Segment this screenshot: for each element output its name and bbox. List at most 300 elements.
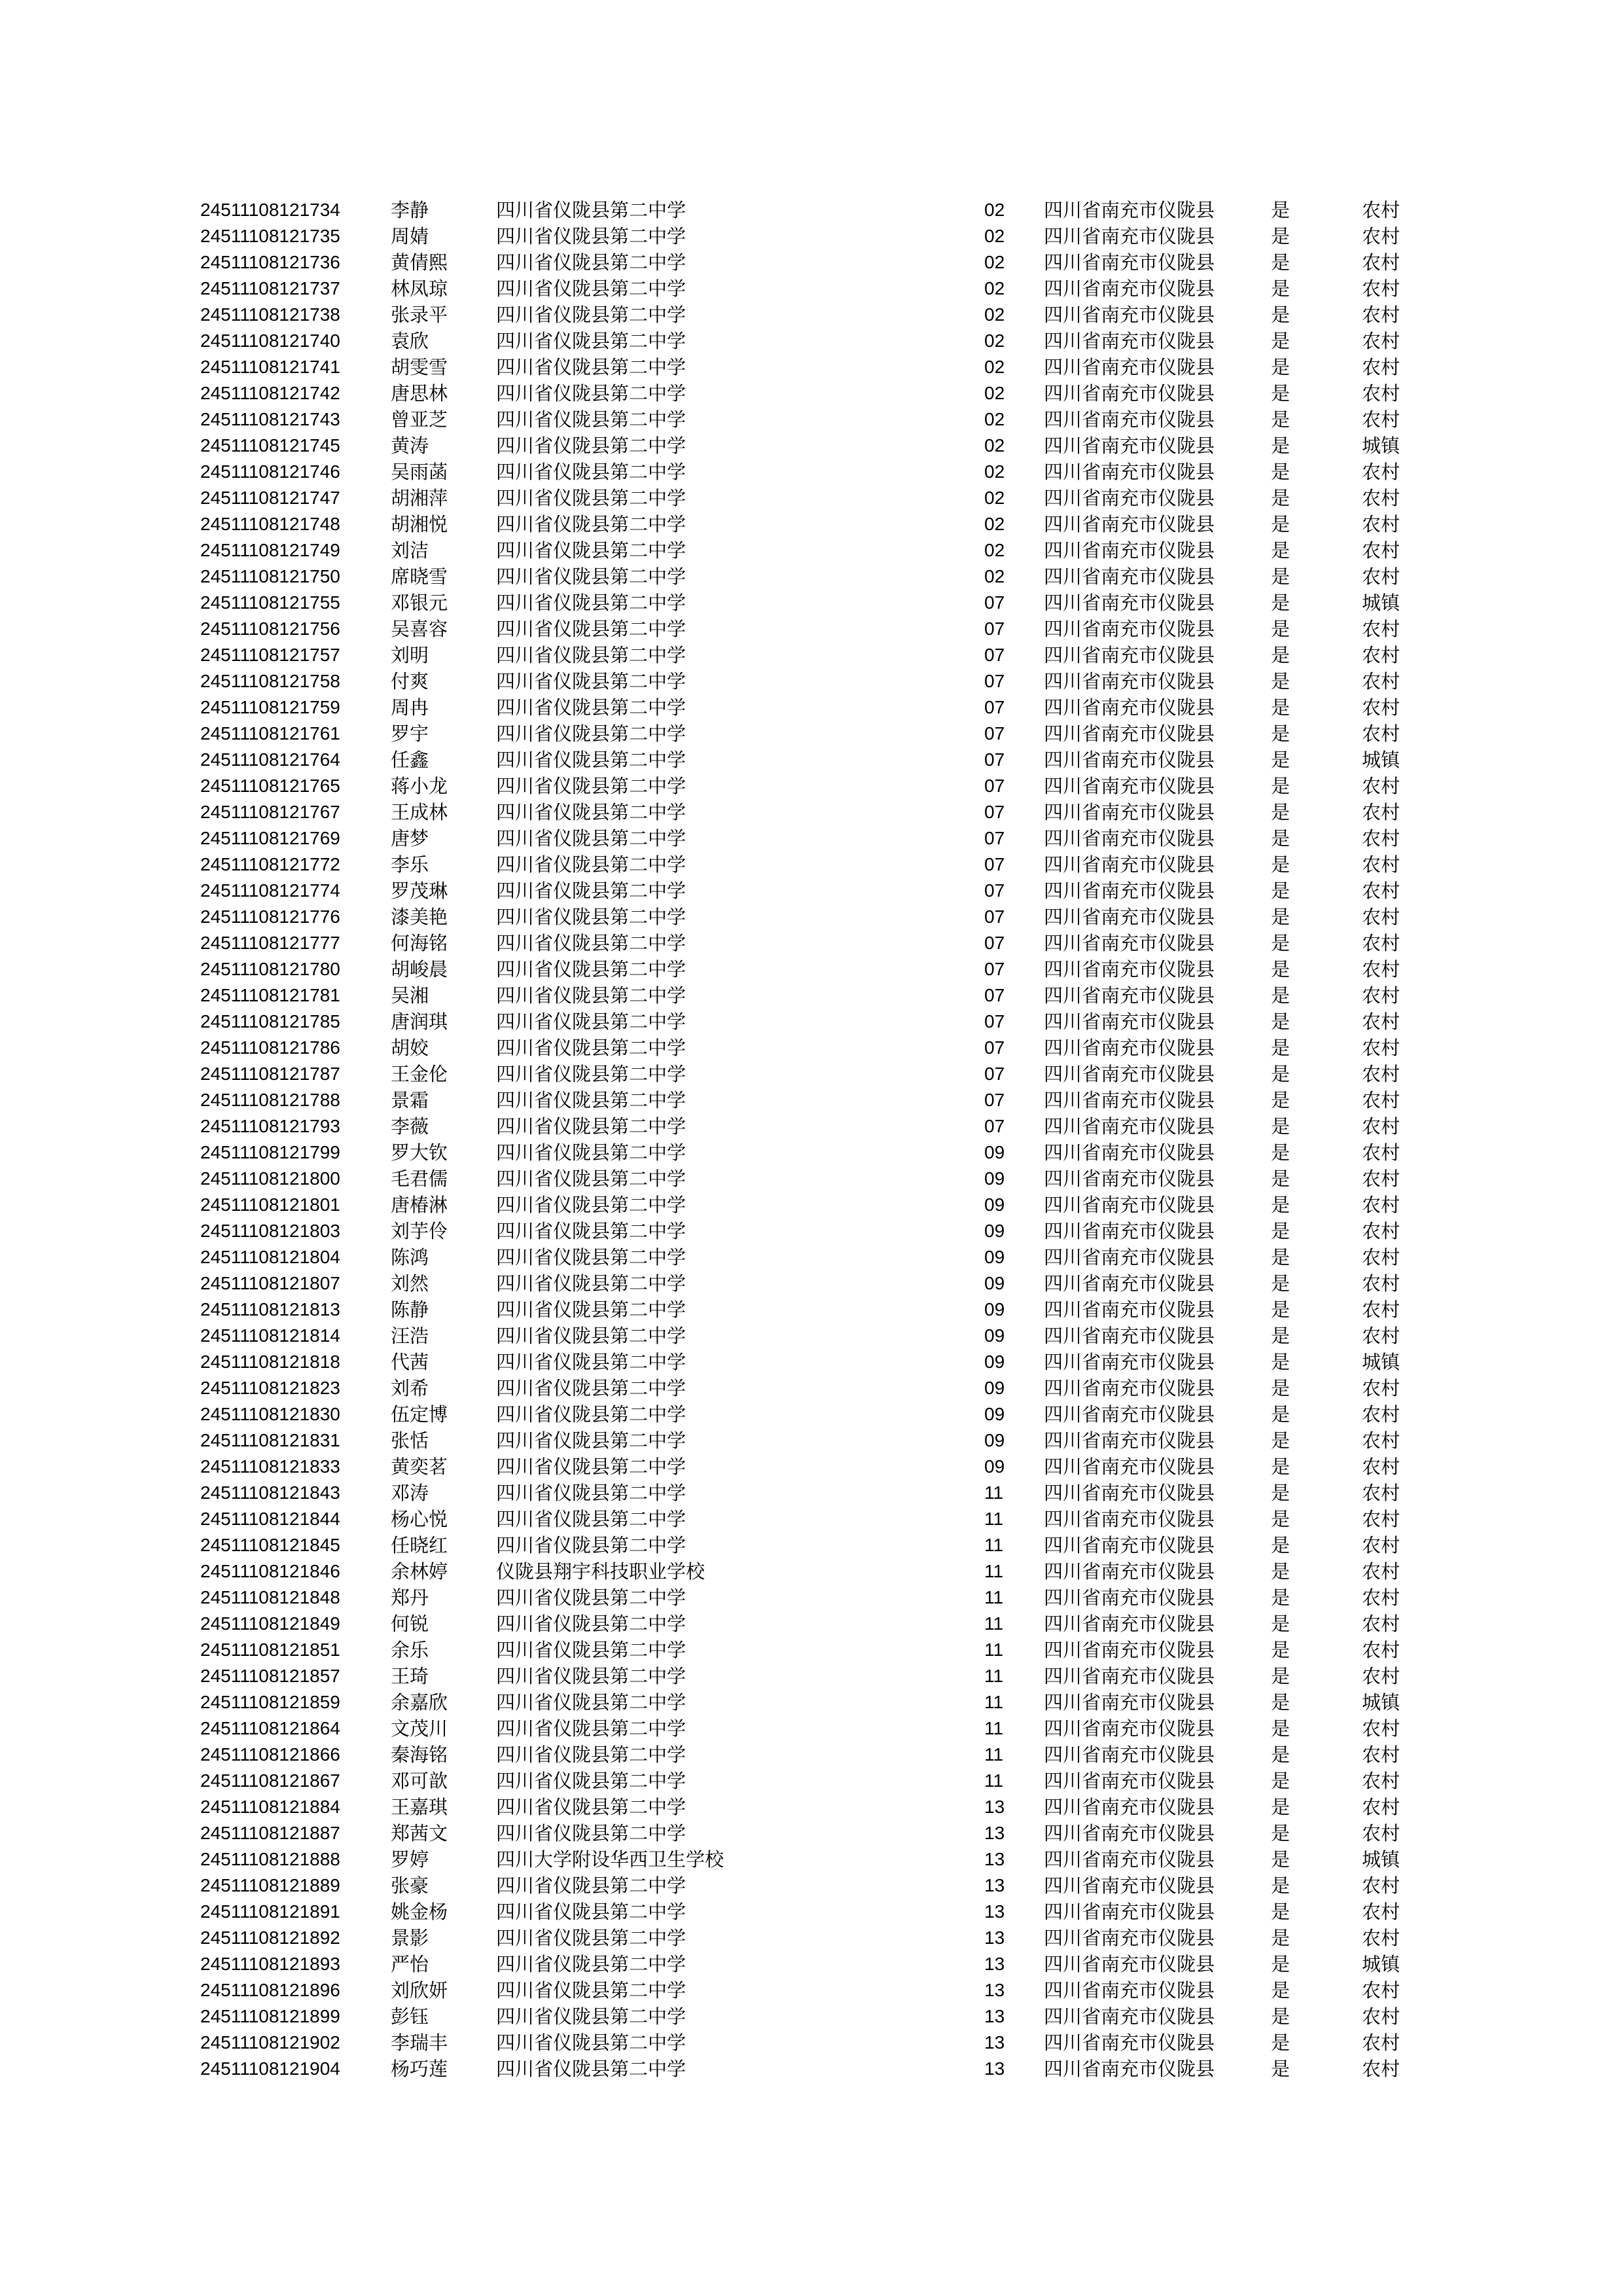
code-cell: 09 bbox=[984, 1378, 1005, 1398]
flag-cell: 是 bbox=[1271, 1141, 1291, 1164]
region-cell: 四川省南充市仪陇县 bbox=[1044, 749, 1215, 771]
region-cell: 四川省南充市仪陇县 bbox=[1044, 1665, 1215, 1687]
school-cell: 四川省仪陇县第二中学 bbox=[496, 356, 687, 378]
candidate-id-cell: 24511108121786 bbox=[200, 1037, 340, 1058]
area-type-cell: 农村 bbox=[1362, 1377, 1400, 1399]
region-cell: 四川省南充市仪陇县 bbox=[1044, 644, 1215, 666]
student-name-cell: 王金伦 bbox=[391, 1063, 448, 1085]
candidate-id-cell: 24511108121818 bbox=[200, 1352, 340, 1372]
student-name-cell: 代茜 bbox=[391, 1351, 429, 1373]
region-cell: 四川省南充市仪陇县 bbox=[1044, 592, 1215, 614]
region-cell: 四川省南充市仪陇县 bbox=[1044, 1325, 1215, 1347]
flag-cell: 是 bbox=[1271, 1796, 1291, 1818]
code-cell: 09 bbox=[984, 1299, 1005, 1319]
table-row bbox=[0, 616, 1623, 642]
school-cell: 四川省仪陇县第二中学 bbox=[496, 932, 687, 954]
school-cell: 四川省仪陇县第二中学 bbox=[496, 1299, 687, 1321]
code-cell: 11 bbox=[984, 1509, 1004, 1529]
school-cell: 四川省仪陇县第二中学 bbox=[496, 1037, 687, 1059]
region-cell: 四川省南充市仪陇县 bbox=[1044, 1299, 1215, 1321]
school-cell: 四川省仪陇县第二中学 bbox=[496, 1141, 687, 1164]
candidate-id-cell: 24511108121740 bbox=[200, 331, 340, 351]
area-type-cell: 农村 bbox=[1362, 2032, 1400, 2054]
student-name-cell: 张恬 bbox=[391, 1429, 429, 1452]
code-cell: 07 bbox=[984, 802, 1005, 822]
candidate-id-cell: 24511108121813 bbox=[200, 1299, 340, 1319]
code-cell: 13 bbox=[984, 1928, 1005, 1948]
school-cell: 四川省仪陇县第二中学 bbox=[496, 199, 687, 221]
school-cell: 四川大学附设华西卫生学校 bbox=[496, 1848, 724, 1871]
student-name-cell: 余乐 bbox=[391, 1639, 429, 1661]
table-row bbox=[0, 537, 1623, 564]
table-row bbox=[0, 799, 1623, 825]
student-name-cell: 景霜 bbox=[391, 1089, 429, 1111]
school-cell: 四川省仪陇县第二中学 bbox=[496, 1168, 687, 1190]
table-row bbox=[0, 1820, 1623, 1846]
table-row bbox=[0, 1925, 1623, 1951]
area-type-cell: 农村 bbox=[1362, 382, 1400, 404]
student-name-cell: 陈鸿 bbox=[391, 1246, 429, 1268]
region-cell: 四川省南充市仪陇县 bbox=[1044, 801, 1215, 823]
school-cell: 四川省仪陇县第二中学 bbox=[496, 1979, 687, 2001]
school-cell: 四川省仪陇县第二中学 bbox=[496, 304, 687, 326]
flag-cell: 是 bbox=[1271, 1691, 1291, 1713]
table-row bbox=[0, 956, 1623, 982]
table-row bbox=[0, 1558, 1623, 1585]
area-type-cell: 农村 bbox=[1362, 1717, 1400, 1740]
candidate-id-cell: 24511108121849 bbox=[200, 1613, 340, 1634]
school-cell: 四川省仪陇县第二中学 bbox=[496, 1796, 687, 1818]
flag-cell: 是 bbox=[1271, 696, 1291, 719]
student-name-cell: 严怡 bbox=[391, 1953, 429, 1975]
area-type-cell: 农村 bbox=[1362, 1429, 1400, 1452]
region-cell: 四川省南充市仪陇县 bbox=[1044, 1979, 1215, 2001]
student-name-cell: 林凤琼 bbox=[391, 278, 448, 300]
candidate-id-cell: 24511108121804 bbox=[200, 1247, 340, 1267]
region-cell: 四川省南充市仪陇县 bbox=[1044, 1927, 1215, 1949]
region-cell: 四川省南充市仪陇县 bbox=[1044, 723, 1215, 745]
area-type-cell: 农村 bbox=[1362, 775, 1400, 797]
code-cell: 02 bbox=[984, 409, 1005, 429]
school-cell: 四川省仪陇县第二中学 bbox=[496, 1953, 687, 1975]
flag-cell: 是 bbox=[1271, 1377, 1291, 1399]
table-row bbox=[0, 2030, 1623, 2056]
area-type-cell: 农村 bbox=[1362, 330, 1400, 352]
area-type-cell: 农村 bbox=[1362, 356, 1400, 378]
candidate-id-cell: 24511108121867 bbox=[200, 1770, 340, 1791]
flag-cell: 是 bbox=[1271, 1770, 1291, 1792]
table-row bbox=[0, 1218, 1623, 1244]
table-row bbox=[0, 1532, 1623, 1558]
region-cell: 四川省南充市仪陇县 bbox=[1044, 1272, 1215, 1295]
code-cell: 07 bbox=[984, 671, 1005, 691]
table-row bbox=[0, 1192, 1623, 1218]
region-cell: 四川省南充市仪陇县 bbox=[1044, 1874, 1215, 1897]
school-cell: 四川省仪陇县第二中学 bbox=[496, 1508, 687, 1530]
candidate-id-cell: 24511108121844 bbox=[200, 1509, 340, 1529]
region-cell: 四川省南充市仪陇县 bbox=[1044, 696, 1215, 719]
region-cell: 四川省南充市仪陇县 bbox=[1044, 1351, 1215, 1373]
table-row bbox=[0, 590, 1623, 616]
table-row bbox=[0, 1715, 1623, 1742]
area-type-cell: 城镇 bbox=[1362, 1953, 1400, 1975]
region-cell: 四川省南充市仪陇县 bbox=[1044, 382, 1215, 404]
area-type-cell: 农村 bbox=[1362, 1874, 1400, 1897]
area-type-cell: 农村 bbox=[1362, 827, 1400, 850]
student-name-cell: 刘芋伶 bbox=[391, 1220, 448, 1242]
student-name-cell: 吴湘 bbox=[391, 984, 429, 1007]
student-name-cell: 刘洁 bbox=[391, 539, 429, 562]
student-name-cell: 罗婷 bbox=[391, 1848, 429, 1871]
table-row bbox=[0, 930, 1623, 956]
candidate-id-cell: 24511108121799 bbox=[200, 1142, 340, 1162]
school-cell: 四川省仪陇县第二中学 bbox=[496, 1770, 687, 1792]
candidate-id-cell: 24511108121746 bbox=[200, 461, 340, 482]
candidate-id-cell: 24511108121891 bbox=[200, 1901, 340, 1922]
table-row bbox=[0, 904, 1623, 930]
code-cell: 02 bbox=[984, 331, 1005, 351]
code-cell: 11 bbox=[984, 1561, 1004, 1581]
area-type-cell: 农村 bbox=[1362, 251, 1400, 274]
table-row bbox=[0, 1768, 1623, 1794]
code-cell: 11 bbox=[984, 1587, 1004, 1607]
region-cell: 四川省南充市仪陇县 bbox=[1044, 618, 1215, 640]
school-cell: 四川省仪陇县第二中学 bbox=[496, 251, 687, 274]
student-name-cell: 胡雯雪 bbox=[391, 356, 448, 378]
table-row bbox=[0, 721, 1623, 747]
candidate-id-cell: 24511108121764 bbox=[200, 749, 340, 770]
area-type-cell: 农村 bbox=[1362, 1063, 1400, 1085]
region-cell: 四川省南充市仪陇县 bbox=[1044, 880, 1215, 902]
student-name-cell: 王嘉琪 bbox=[391, 1796, 448, 1818]
area-type-cell: 农村 bbox=[1362, 1168, 1400, 1190]
table-row bbox=[0, 1480, 1623, 1506]
area-type-cell: 农村 bbox=[1362, 461, 1400, 483]
area-type-cell: 城镇 bbox=[1362, 1351, 1400, 1373]
school-cell: 四川省仪陇县第二中学 bbox=[496, 1874, 687, 1897]
student-name-cell: 任鑫 bbox=[391, 749, 429, 771]
region-cell: 四川省南充市仪陇县 bbox=[1044, 1534, 1215, 1556]
code-cell: 11 bbox=[984, 1482, 1004, 1503]
region-cell: 四川省南充市仪陇县 bbox=[1044, 853, 1215, 876]
flag-cell: 是 bbox=[1271, 2032, 1291, 2054]
area-type-cell: 农村 bbox=[1362, 1089, 1400, 1111]
flag-cell: 是 bbox=[1271, 1403, 1291, 1426]
flag-cell: 是 bbox=[1271, 1194, 1291, 1216]
table-row bbox=[0, 1270, 1623, 1297]
region-cell: 四川省南充市仪陇县 bbox=[1044, 670, 1215, 692]
flag-cell: 是 bbox=[1271, 1299, 1291, 1321]
flag-cell: 是 bbox=[1271, 1822, 1291, 1844]
code-cell: 02 bbox=[984, 226, 1005, 246]
student-name-cell: 任晓红 bbox=[391, 1534, 448, 1556]
area-type-cell: 农村 bbox=[1362, 1115, 1400, 1138]
region-cell: 四川省南充市仪陇县 bbox=[1044, 1953, 1215, 1975]
student-name-cell: 李乐 bbox=[391, 853, 429, 876]
code-cell: 02 bbox=[984, 488, 1005, 508]
table-row bbox=[0, 747, 1623, 773]
flag-cell: 是 bbox=[1271, 1220, 1291, 1242]
area-type-cell: 农村 bbox=[1362, 1822, 1400, 1844]
region-cell: 四川省南充市仪陇县 bbox=[1044, 1848, 1215, 1871]
code-cell: 07 bbox=[984, 645, 1005, 665]
table-row bbox=[0, 2003, 1623, 2030]
code-cell: 07 bbox=[984, 749, 1005, 770]
student-name-cell: 罗宇 bbox=[391, 723, 429, 745]
area-type-cell: 农村 bbox=[1362, 1508, 1400, 1530]
area-type-cell: 农村 bbox=[1362, 1587, 1400, 1609]
school-cell: 四川省仪陇县第二中学 bbox=[496, 330, 687, 352]
table-row bbox=[0, 380, 1623, 406]
student-name-cell: 陈静 bbox=[391, 1299, 429, 1321]
candidate-id-cell: 24511108121793 bbox=[200, 1116, 340, 1136]
candidate-id-cell: 24511108121864 bbox=[200, 1718, 340, 1738]
code-cell: 09 bbox=[984, 1221, 1005, 1241]
table-row bbox=[0, 1873, 1623, 1899]
area-type-cell: 农村 bbox=[1362, 1037, 1400, 1059]
school-cell: 四川省仪陇县第二中学 bbox=[496, 1063, 687, 1085]
school-cell: 四川省仪陇县第二中学 bbox=[496, 592, 687, 614]
flag-cell: 是 bbox=[1271, 199, 1291, 221]
code-cell: 07 bbox=[984, 697, 1005, 717]
school-cell: 四川省仪陇县第二中学 bbox=[496, 775, 687, 797]
table-row bbox=[0, 878, 1623, 904]
school-cell: 四川省仪陇县第二中学 bbox=[496, 1639, 687, 1661]
table-row bbox=[0, 694, 1623, 721]
table-row bbox=[0, 406, 1623, 433]
region-cell: 四川省南充市仪陇县 bbox=[1044, 225, 1215, 247]
code-cell: 13 bbox=[984, 1875, 1005, 1895]
region-cell: 四川省南充市仪陇县 bbox=[1044, 1429, 1215, 1452]
candidate-id-cell: 24511108121896 bbox=[200, 1980, 340, 2000]
candidate-id-cell: 24511108121757 bbox=[200, 645, 340, 665]
region-cell: 四川省南充市仪陇县 bbox=[1044, 278, 1215, 300]
code-cell: 07 bbox=[984, 880, 1005, 901]
code-cell: 13 bbox=[984, 1954, 1005, 1974]
code-cell: 09 bbox=[984, 1456, 1005, 1477]
student-name-cell: 唐椿淋 bbox=[391, 1194, 448, 1216]
candidate-id-cell: 24511108121787 bbox=[200, 1064, 340, 1084]
school-cell: 四川省仪陇县第二中学 bbox=[496, 435, 687, 457]
student-name-cell: 汪浩 bbox=[391, 1325, 429, 1347]
table-row bbox=[0, 223, 1623, 249]
region-cell: 四川省南充市仪陇县 bbox=[1044, 2058, 1215, 2080]
flag-cell: 是 bbox=[1271, 1848, 1291, 1871]
flag-cell: 是 bbox=[1271, 435, 1291, 457]
flag-cell: 是 bbox=[1271, 1639, 1291, 1661]
school-cell: 四川省仪陇县第二中学 bbox=[496, 461, 687, 483]
code-cell: 02 bbox=[984, 383, 1005, 403]
flag-cell: 是 bbox=[1271, 487, 1291, 509]
region-cell: 四川省南充市仪陇县 bbox=[1044, 1089, 1215, 1111]
candidate-id-cell: 24511108121777 bbox=[200, 933, 340, 953]
student-name-cell: 刘明 bbox=[391, 644, 429, 666]
area-type-cell: 农村 bbox=[1362, 1665, 1400, 1687]
flag-cell: 是 bbox=[1271, 1927, 1291, 1949]
candidate-id-cell: 24511108121814 bbox=[200, 1325, 340, 1346]
candidate-id-cell: 24511108121743 bbox=[200, 409, 340, 429]
region-cell: 四川省南充市仪陇县 bbox=[1044, 906, 1215, 928]
candidate-id-cell: 24511108121899 bbox=[200, 2006, 340, 2026]
code-cell: 07 bbox=[984, 723, 1005, 744]
flag-cell: 是 bbox=[1271, 356, 1291, 378]
area-type-cell: 农村 bbox=[1362, 1770, 1400, 1792]
area-type-cell: 农村 bbox=[1362, 1272, 1400, 1295]
flag-cell: 是 bbox=[1271, 251, 1291, 274]
code-cell: 13 bbox=[984, 1901, 1005, 1922]
table-row bbox=[0, 1454, 1623, 1480]
table-row bbox=[0, 1244, 1623, 1270]
school-cell: 四川省仪陇县第二中学 bbox=[496, 1272, 687, 1295]
region-cell: 四川省南充市仪陇县 bbox=[1044, 2032, 1215, 2054]
student-name-cell: 伍定博 bbox=[391, 1403, 448, 1426]
area-type-cell: 农村 bbox=[1362, 1482, 1400, 1504]
flag-cell: 是 bbox=[1271, 1901, 1291, 1923]
student-name-cell: 胡峻晨 bbox=[391, 958, 448, 980]
candidate-id-cell: 24511108121769 bbox=[200, 828, 340, 848]
school-cell: 四川省仪陇县第二中学 bbox=[496, 1377, 687, 1399]
candidate-id-cell: 24511108121767 bbox=[200, 802, 340, 822]
table-row bbox=[0, 1689, 1623, 1715]
flag-cell: 是 bbox=[1271, 2058, 1291, 2080]
candidate-id-cell: 24511108121776 bbox=[200, 906, 340, 927]
area-type-cell: 农村 bbox=[1362, 487, 1400, 509]
student-name-cell: 彭钰 bbox=[391, 2005, 429, 2028]
student-name-cell: 余嘉欣 bbox=[391, 1691, 448, 1713]
candidate-id-cell: 24511108121848 bbox=[200, 1587, 340, 1607]
candidate-id-cell: 24511108121756 bbox=[200, 619, 340, 639]
region-cell: 四川省南充市仪陇县 bbox=[1044, 984, 1215, 1007]
school-cell: 四川省仪陇县第二中学 bbox=[496, 487, 687, 509]
region-cell: 四川省南充市仪陇县 bbox=[1044, 1482, 1215, 1504]
region-cell: 四川省南充市仪陇县 bbox=[1044, 1770, 1215, 1792]
area-type-cell: 农村 bbox=[1362, 1927, 1400, 1949]
school-cell: 四川省仪陇县第二中学 bbox=[496, 749, 687, 771]
student-name-cell: 李薇 bbox=[391, 1115, 429, 1138]
code-cell: 11 bbox=[984, 1640, 1004, 1660]
flag-cell: 是 bbox=[1271, 539, 1291, 562]
table-row bbox=[0, 1113, 1623, 1139]
code-cell: 13 bbox=[984, 2058, 1005, 2079]
student-name-cell: 黄倩熙 bbox=[391, 251, 448, 274]
flag-cell: 是 bbox=[1271, 1613, 1291, 1635]
candidate-id-cell: 24511108121749 bbox=[200, 540, 340, 560]
flag-cell: 是 bbox=[1271, 278, 1291, 300]
table-row bbox=[0, 1401, 1623, 1427]
table-row bbox=[0, 1375, 1623, 1401]
area-type-cell: 农村 bbox=[1362, 408, 1400, 431]
candidate-id-cell: 24511108121884 bbox=[200, 1797, 340, 1817]
student-name-cell: 杨巧莲 bbox=[391, 2058, 448, 2080]
candidate-id-cell: 24511108121734 bbox=[200, 200, 340, 220]
area-type-cell: 农村 bbox=[1362, 1246, 1400, 1268]
student-name-cell: 罗茂琳 bbox=[391, 880, 448, 902]
candidate-id-cell: 24511108121758 bbox=[200, 671, 340, 691]
student-name-cell: 邓银元 bbox=[391, 592, 448, 614]
student-name-cell: 黄奕茗 bbox=[391, 1456, 448, 1478]
school-cell: 四川省仪陇县第二中学 bbox=[496, 1665, 687, 1687]
region-cell: 四川省南充市仪陇县 bbox=[1044, 1063, 1215, 1085]
candidate-id-cell: 24511108121833 bbox=[200, 1456, 340, 1477]
region-cell: 四川省南充市仪陇县 bbox=[1044, 1168, 1215, 1190]
area-type-cell: 农村 bbox=[1362, 880, 1400, 902]
roster-table bbox=[0, 197, 1623, 2082]
table-row bbox=[0, 1794, 1623, 1820]
student-name-cell: 景影 bbox=[391, 1927, 429, 1949]
school-cell: 四川省仪陇县第二中学 bbox=[496, 1220, 687, 1242]
region-cell: 四川省南充市仪陇县 bbox=[1044, 199, 1215, 221]
candidate-id-cell: 24511108121823 bbox=[200, 1378, 340, 1398]
flag-cell: 是 bbox=[1271, 330, 1291, 352]
school-cell: 四川省仪陇县第二中学 bbox=[496, 696, 687, 719]
candidate-id-cell: 24511108121741 bbox=[200, 357, 340, 377]
candidate-id-cell: 24511108121831 bbox=[200, 1430, 340, 1450]
candidate-id-cell: 24511108121845 bbox=[200, 1535, 340, 1555]
area-type-cell: 农村 bbox=[1362, 723, 1400, 745]
candidate-id-cell: 24511108121851 bbox=[200, 1640, 340, 1660]
code-cell: 11 bbox=[984, 1718, 1004, 1738]
code-cell: 11 bbox=[984, 1770, 1004, 1791]
flag-cell: 是 bbox=[1271, 1717, 1291, 1740]
school-cell: 四川省仪陇县第二中学 bbox=[496, 1194, 687, 1216]
school-cell: 四川省仪陇县第二中学 bbox=[496, 225, 687, 247]
candidate-id-cell: 24511108121801 bbox=[200, 1194, 340, 1215]
school-cell: 四川省仪陇县第二中学 bbox=[496, 1325, 687, 1347]
flag-cell: 是 bbox=[1271, 801, 1291, 823]
code-cell: 11 bbox=[984, 1535, 1004, 1555]
region-cell: 四川省南充市仪陇县 bbox=[1044, 1377, 1215, 1399]
region-cell: 四川省南充市仪陇县 bbox=[1044, 827, 1215, 850]
candidate-id-cell: 24511108121893 bbox=[200, 1954, 340, 1974]
table-row bbox=[0, 1166, 1623, 1192]
table-row bbox=[0, 852, 1623, 878]
area-type-cell: 农村 bbox=[1362, 1456, 1400, 1478]
school-cell: 四川省仪陇县第二中学 bbox=[496, 827, 687, 850]
code-cell: 02 bbox=[984, 357, 1005, 377]
candidate-id-cell: 24511108121750 bbox=[200, 566, 340, 586]
school-cell: 四川省仪陇县第二中学 bbox=[496, 408, 687, 431]
area-type-cell: 农村 bbox=[1362, 1796, 1400, 1818]
student-name-cell: 唐梦 bbox=[391, 827, 429, 850]
area-type-cell: 农村 bbox=[1362, 2058, 1400, 2080]
region-cell: 四川省南充市仪陇县 bbox=[1044, 1141, 1215, 1164]
code-cell: 13 bbox=[984, 1823, 1005, 1843]
school-cell: 四川省仪陇县第二中学 bbox=[496, 1011, 687, 1033]
flag-cell: 是 bbox=[1271, 1979, 1291, 2001]
flag-cell: 是 bbox=[1271, 408, 1291, 431]
flag-cell: 是 bbox=[1271, 1587, 1291, 1609]
student-name-cell: 刘然 bbox=[391, 1272, 429, 1295]
code-cell: 13 bbox=[984, 1980, 1005, 2000]
area-type-cell: 农村 bbox=[1362, 958, 1400, 980]
school-cell: 四川省仪陇县第二中学 bbox=[496, 1822, 687, 1844]
code-cell: 13 bbox=[984, 1797, 1005, 1817]
school-cell: 四川省仪陇县第二中学 bbox=[496, 1534, 687, 1556]
region-cell: 四川省南充市仪陇县 bbox=[1044, 1639, 1215, 1661]
candidate-id-cell: 24511108121843 bbox=[200, 1482, 340, 1503]
area-type-cell: 农村 bbox=[1362, 513, 1400, 535]
area-type-cell: 城镇 bbox=[1362, 749, 1400, 771]
student-name-cell: 唐润琪 bbox=[391, 1011, 448, 1033]
school-cell: 四川省仪陇县第二中学 bbox=[496, 565, 687, 588]
region-cell: 四川省南充市仪陇县 bbox=[1044, 435, 1215, 457]
region-cell: 四川省南充市仪陇县 bbox=[1044, 539, 1215, 562]
code-cell: 07 bbox=[984, 1090, 1005, 1110]
code-cell: 09 bbox=[984, 1273, 1005, 1293]
code-cell: 13 bbox=[984, 1849, 1005, 1869]
student-name-cell: 周婧 bbox=[391, 225, 429, 247]
table-row bbox=[0, 1297, 1623, 1323]
